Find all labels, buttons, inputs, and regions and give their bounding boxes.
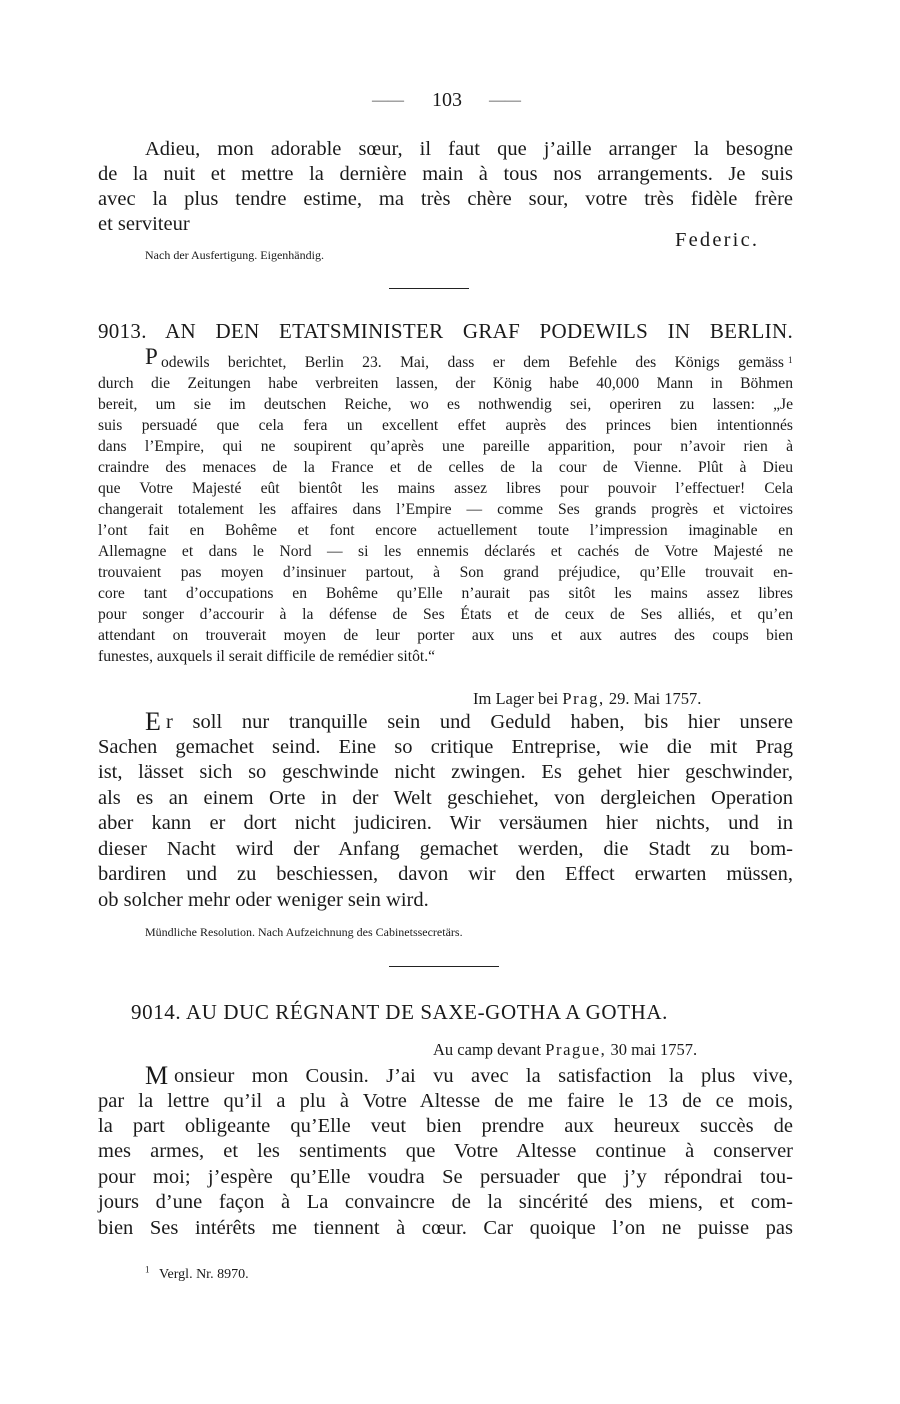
signature: Federic. — [675, 229, 760, 251]
body-line: r soll nur tranquille sein und Geduld haben, bis hier unsere — [166, 711, 793, 733]
body-line: onsieur mon Cousin. J’ai vu avec la satisfaction la plus vive, — [174, 1065, 793, 1087]
summary-line: durch die Zeitungen habe verbreiten lassen, der König habe 40,000 Mann in Böhmen — [98, 375, 793, 392]
summary-line: craindre des menaces de la France et de celles de la cour de Vienne. Plût à Dieu — [98, 459, 793, 476]
summary-line: que Votre Majesté eût bientôt les mains assez libres pour pouvoir l’effectuer! Cela — [98, 480, 793, 497]
closing-line: Adieu, mon adorable sœur, il faut que j’aille arranger la besogne — [145, 138, 793, 160]
summary-line: bereit, um sie im deutschen Reiche, wo es nothwendig sei, operiren zu lassen: „Je — [98, 396, 793, 413]
dateline — [433, 1040, 697, 1060]
section-divider — [389, 966, 499, 967]
dateline-prefix: Au camp devant — [433, 1040, 542, 1059]
body-line: als es an einem Orte in der Welt geschiehet, von dergleichen Operation — [98, 787, 793, 809]
letter-heading: 9014. AU DUC RÉGNANT DE SAXE-GOTHA A GOTHA. — [131, 1000, 668, 1024]
page-number: 103 — [432, 89, 462, 111]
closing-line: avec la plus tendre estime, ma très chère sour, votre très fidèle frère — [98, 188, 793, 210]
summary-line: attendant on trouverait moyen de leur porter aux uns et aux autres des coups bien — [98, 627, 793, 644]
source-note: Mündliche Resolution. Nach Aufzeichnung des Cabinetssecretärs. — [145, 925, 463, 939]
body-initial: M — [145, 1061, 169, 1090]
dateline — [473, 689, 701, 709]
dateline-place: Prague, — [545, 1040, 607, 1059]
body-line: dieser Nacht wird der Anfang gemachet werden, die Stadt zu bom- — [98, 838, 793, 860]
body-line: mes armes, et les sentiments que Votre Altesse continue à conserver — [98, 1140, 793, 1162]
footnote — [145, 1264, 249, 1283]
body-line: bardiren und zu beschiessen, davon wir den Effect erwarten müssen, — [98, 863, 793, 885]
summary-line: l’ont fait en Bohême et font encore actuellement toute l’impression imaginable en — [98, 522, 793, 539]
footnote-marker: 1 — [145, 1264, 150, 1275]
body-line: aber kann er dort nicht judiciren. Wir versäumen hier nichts, und in — [98, 812, 793, 834]
summary-line: trouvaient pas moyen d’insinuer partout, à Son grand préjudice, qu’Elle trouvait en- — [98, 564, 793, 581]
header-dash-left: —— — [372, 92, 404, 109]
header-dash-right: —— — [489, 92, 521, 109]
summary-line: odewils berichtet, Berlin 23. Mai, dass er dem Befehle des Königs gemäss — [161, 354, 784, 371]
dateline-place: Prag, — [562, 689, 605, 708]
summary-initial: P — [145, 344, 158, 369]
body-line: par la lettre qu’il a plu à Votre Altesse de me faire le 13 de ce mois, — [98, 1090, 793, 1112]
body-line: pour moi; j’espère qu’Elle voudra Se persuader que j’y répondrai tou- — [98, 1166, 793, 1188]
body-line: ist, lässet sich so geschwinde nicht zwingen. Es gehet hier geschwinder, — [98, 761, 793, 783]
dateline-prefix: Im Lager bei — [473, 689, 559, 708]
summary-line: suis persuadé que cela fera un excellent effet auprès des princes bien intentionnés — [98, 417, 793, 434]
source-note: Nach der Ausfertigung. Eigenhändig. — [145, 248, 324, 262]
summary-line: pour songer d’accourir à la défense de Ses États et de ceux de Ses alliés, et qu’en — [98, 606, 793, 623]
dateline-date: 29. Mai 1757. — [608, 689, 702, 708]
body-line: ob solcher mehr oder weniger sein wird. — [98, 889, 429, 911]
summary-line: core tant d’occupations en Bohême qu’Elle n’aurait pas sitôt les mains assez libres — [98, 585, 793, 602]
closing-line: et serviteur — [98, 213, 190, 235]
summary-line: Allemagne et dans le Nord — si les ennemis déclarés et cachés de Votre Majesté ne — [98, 543, 793, 560]
summary-line: changerait totalement les affaires dans l’Empire — comme Ses grands progrès et victoires — [98, 501, 793, 518]
body-line: Sachen gemachet seind. Eine so critique Entreprise, wie die mit Prag — [98, 736, 793, 758]
body-line: bien Ses intérêts me tiennent à cœur. Car quoique l’on ne puisse pas — [98, 1217, 793, 1239]
body-line: jours d’une façon à La convaincre de la sincérité des miens, et com- — [98, 1191, 793, 1213]
summary-line: funestes, auxquels il serait difficile de remédier sitôt.“ — [98, 648, 436, 665]
section-divider — [389, 288, 469, 289]
footnote-text: Vergl. Nr. 8970. — [159, 1267, 249, 1282]
letter-heading: 9013. AN DEN ETATSMINISTER GRAF PODEWILS IN BERLIN. — [98, 319, 793, 343]
body-initial: E — [145, 707, 161, 736]
summary-line: dans l’Empire, qui ne soupirent qu’après une pareille apparition, pour n’avoir rien à — [98, 438, 793, 455]
closing-line: de la nuit et mettre la dernière main à tous nos arrangements. Je suis — [98, 163, 793, 185]
body-line: la part obligeante qu’Elle veut bien prendre aux heureux succès de — [98, 1115, 793, 1137]
dateline-date: 30 mai 1757. — [610, 1040, 698, 1059]
footnote-ref: 1 — [788, 355, 793, 365]
